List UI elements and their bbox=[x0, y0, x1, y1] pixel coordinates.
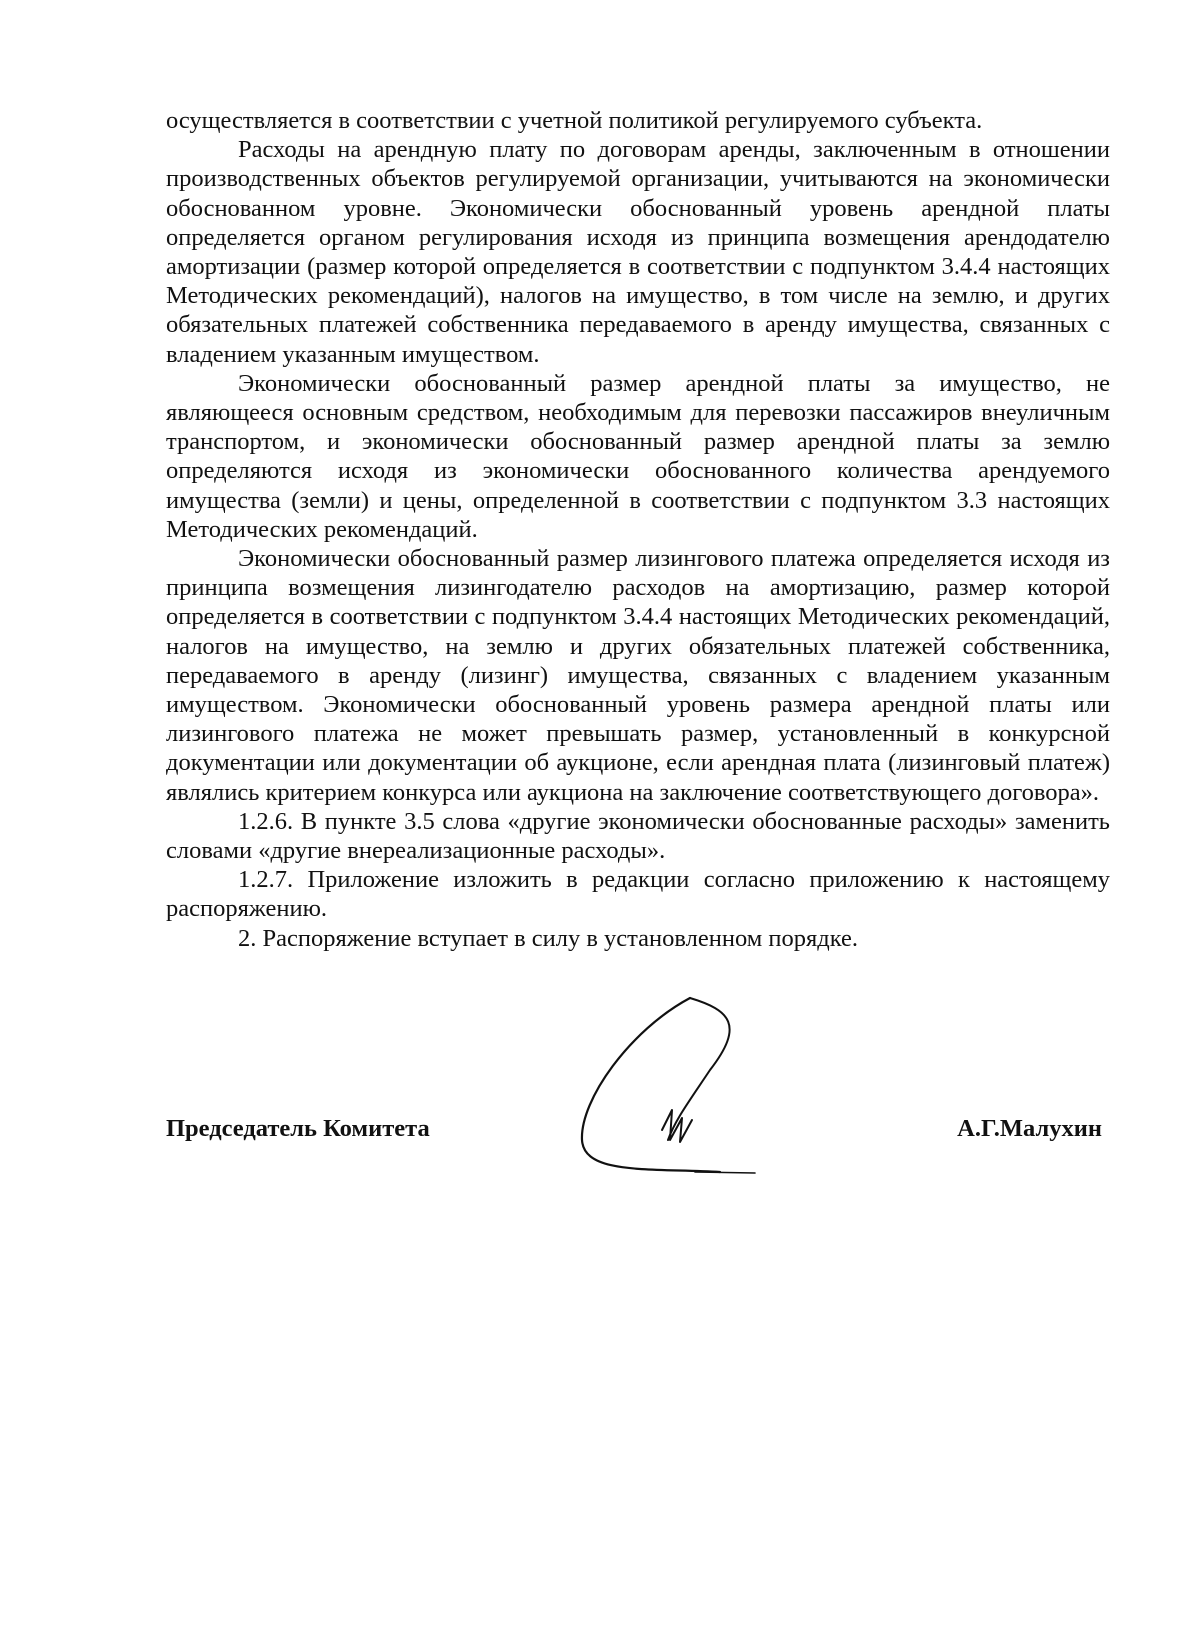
paragraph-item-1-2-6: 1.2.6. В пункте 3.5 слова «другие экономически обоснованные расходы» заменить словами «другие внереализационные расходы». bbox=[166, 807, 1110, 865]
paragraph-rent-non-fixed-assets: Экономически обоснованный размер арендной платы за имущество, не являющееся основным средством, необходимым для перевозки пассажиров внеуличным транспортом, и экономически обоснованный размер арендной платы за землю определяются исходя из экономически обоснованного количества арендуемого имущества (земли) и цены, определенной в соответствии с подпунктом 3.3 настоящих Методических рекомендаций. bbox=[166, 369, 1110, 543]
signature-stroke-initials bbox=[662, 1110, 692, 1142]
paragraph-continuation: осуществляется в соответствии с учетной политикой регулируемого субъекта. bbox=[166, 107, 983, 134]
signatory-name: А.Г.Малухин bbox=[957, 1115, 1102, 1142]
signatory-title: Председатель Комитета bbox=[166, 1115, 430, 1142]
handwritten-signature bbox=[570, 990, 770, 1190]
paragraph-item-2: 2. Распоряжение вступает в силу в установленном порядке. bbox=[238, 924, 859, 952]
paragraph-item-1-2-7: 1.2.7. Приложение изложить в редакции согласно приложению к настоящему распоряжению. bbox=[166, 866, 1110, 923]
signature-stroke-underline bbox=[695, 1172, 755, 1173]
paragraph-leasing-payment: Экономически обоснованный размер лизингового платежа определяется исходя из принципа возмещения лизингодателю расходов на амортизацию, размер которой определяется в соответствии с подпунктом 3.4.4 настоящих Методических рекомендаций, налогов на имущество, на землю и других обязательных платежей собственника, передаваемого в аренду (лизинг) имущества, связанных с владением указанным имуществом. Экономически обоснованный уровень размера арендной платы или лизингового платежа не может превышать размер, установленный в конкурсной документации или документации об аукционе, если арендная плата (лизинговый платеж) являлись критерием конкурса или аукциона на заключение соответствующего договора». bbox=[166, 545, 1110, 806]
signature-stroke-descender bbox=[668, 998, 730, 1140]
paragraph-rent-expenses: Расходы на арендную плату по договорам аренды, заключенным в отношении производственных объектов регулируемой организации, учитываются на экономически обоснованном уровне. Экономически обоснованный уровень арендной платы определяется органом регулирования исходя из принципа возмещения арендодателю амортизации (размер которой определяется в соответствии с подпунктом 3.4.4 настоящих Методических рекомендаций), налогов на имущество, в том числе на землю, и других обязательных платежей собственника передаваемого в аренду имущества, связанных с владением указанным имуществом. bbox=[166, 136, 1110, 368]
document-body bbox=[166, 106, 1110, 953]
